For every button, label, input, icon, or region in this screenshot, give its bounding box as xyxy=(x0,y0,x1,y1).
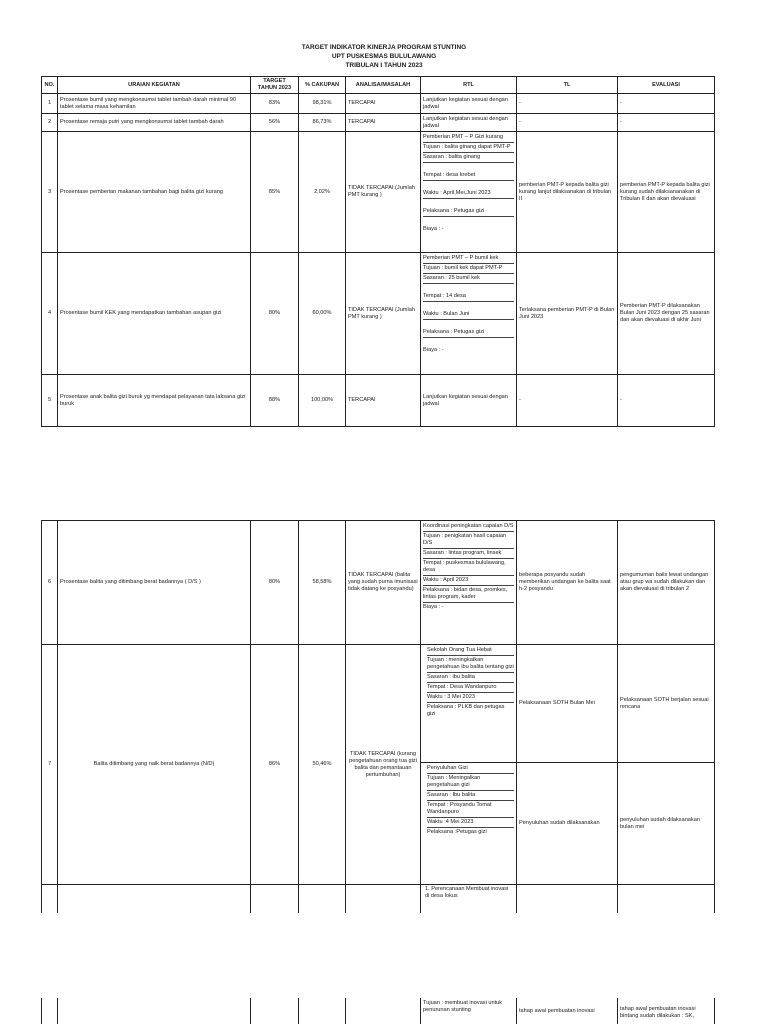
row-tl: - xyxy=(517,375,618,427)
rtl-item: Tujuan : meningkatkan pengetahuan ibu balita tentang gizi xyxy=(427,656,514,673)
row-rtl: Lanjutkan kegiatan sesuai dengan jadwal xyxy=(421,94,517,114)
row-cakupan: 58,58% xyxy=(299,521,346,645)
row-target: 56% xyxy=(251,114,299,132)
rtl-item: Tujuan : penigkatan hasil capaian D/S xyxy=(423,532,514,549)
row-tl: - xyxy=(517,94,618,114)
table-row xyxy=(42,253,715,375)
row-tl-soth: Pelaksanaan SOTH Bulan Mei xyxy=(517,645,618,763)
row-no: 1 xyxy=(42,94,58,114)
row-analisa: TIDAK TERCAPAI (kurang pengetahuan orang tua gizi balita dan pemantauan pertumbuhan) xyxy=(346,645,421,885)
row-evaluasi-soth: Pelaksanaan SOTH berjalan sesuai rencana xyxy=(618,645,715,763)
row-uraian: Balita ditimbang yang naik berat badannya (N/D) xyxy=(58,645,251,885)
row-rtl xyxy=(421,253,517,375)
row-evaluasi: Pemberian PMT-P dilaksanakan Bulan Juni 2023 dengan 25 sasaran dan akan dievaluasi di akhir Juni xyxy=(618,253,715,375)
rtl-item: Sasaran : 25 bumil kek xyxy=(423,274,514,284)
row-rtl-penyuluhan xyxy=(421,763,517,885)
row-cakupan: 100,00% xyxy=(299,375,346,427)
rtl-item: Pelaksana : Petugas gizi xyxy=(423,207,514,217)
table-row-partial xyxy=(42,885,715,913)
row-cakupan: 50,46% xyxy=(299,645,346,885)
row-tl: pemberian PMT-P kepada balita gizi kurang lanjut dilaksanakan di tribulan II xyxy=(517,132,618,253)
header-no: NO. xyxy=(42,77,58,94)
row-evaluasi: - xyxy=(618,375,715,427)
rtl-item: Pemberian PMT – P Gizi kurang xyxy=(423,133,514,143)
row-no: 2 xyxy=(42,114,58,132)
row-rtl-soth xyxy=(421,645,517,763)
header-uraian: URAIAN KEGIATAN xyxy=(58,77,251,94)
rtl-item: Pelaksana :Petugas gizi xyxy=(427,829,487,835)
rtl-item: Waktu : April,Mei,Juni 2023 xyxy=(423,189,514,199)
rtl-item: Sasaran : Ibu balita xyxy=(427,791,514,801)
row-evaluasi-penyuluhan: penyuluhan sudah dilaksanakan bulan mei xyxy=(618,763,715,885)
row-evaluasi: - xyxy=(618,114,715,132)
rtl-item: Biaya : - xyxy=(423,347,444,353)
table-row xyxy=(42,94,715,114)
row-cakupan: 86,73% xyxy=(299,114,346,132)
rtl-item: Tempat : desa krebet xyxy=(423,171,514,181)
table-row xyxy=(42,375,715,427)
row-analisa: TIDAK TERCAPAI (balita yang sudah purna imunisasi tidak datang ke posyandu) xyxy=(346,521,421,645)
table-part3-fragment xyxy=(41,998,714,1024)
rtl-item: Koordinasi peningkatan capaian D/S xyxy=(423,522,514,532)
row-uraian: Prosentase remaja putri yang mengkonsumsi tablet tambah darah xyxy=(58,114,251,132)
row-rtl xyxy=(421,521,517,645)
row-tl: beberapa posyandu sudah memberikan undangan ke balita saat h-2 posyandu xyxy=(517,521,618,645)
row-no: 5 xyxy=(42,375,58,427)
rtl-item: Waktu : 3 Mei 2023 xyxy=(427,693,514,703)
header-tl: TL xyxy=(517,77,618,94)
document-subtitle: UPT PUSKESMAS BULULAWANG xyxy=(331,53,437,60)
row8-rtl-bottom: Tujuan : membuat inovasi untuk penurunan stunting xyxy=(423,1000,503,1013)
indicator-table-part2 xyxy=(41,520,715,913)
row-no: 3 xyxy=(42,132,58,253)
table-row xyxy=(42,645,715,763)
row-no: 7 xyxy=(42,645,58,885)
row-rtl xyxy=(421,132,517,253)
rtl-item: Penyuluhan Gizi xyxy=(427,764,514,774)
row-analisa: TIDAK TERCAPAI (Jumlah PMT kurang ) xyxy=(346,132,421,253)
rtl-item: Tempat : puskesmas bululawang, desa xyxy=(423,559,514,576)
row-uraian: Prosentase anak balita gizi buruk yg mendapat pelayanan tata laksana gizi buruk xyxy=(58,375,251,427)
table-row xyxy=(42,114,715,132)
header-analisa: ANALISA/MASALAH xyxy=(346,77,421,94)
rtl-item: Sasaran : lintas program, linsek xyxy=(423,549,514,559)
rtl-item: Tempat : Desa Wandanpuro xyxy=(427,683,514,693)
row-target: 80% xyxy=(251,521,299,645)
rtl-item: Tujuan : bumil kek dapat PMT-P xyxy=(423,264,514,274)
header-cakupan: % CAKUPAN xyxy=(299,77,346,94)
table-row xyxy=(42,132,715,253)
row-uraian: Prosentase bumil KEK yang mendapatkan tambahan asupan gizi xyxy=(58,253,251,375)
row-cakupan: 2,02% xyxy=(299,132,346,253)
row-uraian: Prosentase balita yang ditimbang berat badannya ( D/S ) xyxy=(58,521,251,645)
row-uraian: Prosentase bumil yang mengkonsumsi tablet tambah darah minimal 90 tablet selama masa kehamilan xyxy=(58,94,251,114)
header-rtl: RTL xyxy=(421,77,517,94)
rtl-item: Pemberian PMT – P bumil kek xyxy=(423,254,514,264)
row-target: 85% xyxy=(251,132,299,253)
rtl-item: Pelaksana : bidan desa, promkes, lintas program, kader xyxy=(423,586,514,603)
row-rtl: Lanjutkan kegiatan sesuai dengan jadwal xyxy=(421,114,517,132)
row-tl: - xyxy=(517,114,618,132)
row-target: 86% xyxy=(251,645,299,885)
rtl-item: Waktu : April 2023 xyxy=(423,576,514,586)
document-period: TRIBULAN I TAHUN 2023 xyxy=(345,62,423,69)
rtl-item: Waktu : Bulan Juni xyxy=(423,310,514,320)
rtl-item: Pelaksana : PLKB dan petugas gizi xyxy=(427,704,505,717)
row-rtl: Lanjutkan kegiatan sesuai dengan jadwal xyxy=(421,375,517,427)
table-header-row xyxy=(42,77,715,94)
row8-evaluasi: tahap awal pembuatan inovasi bintang sudah dilakukan : SK, xyxy=(620,1006,696,1019)
rtl-item: Tujuan : balita ginang dapat PMT-P xyxy=(423,143,514,153)
document-title: TARGET INDIKATOR KINERJA PROGRAM STUNTING xyxy=(301,44,467,51)
header-evaluasi: EVALUASI xyxy=(618,77,715,94)
row-no: 6 xyxy=(42,521,58,645)
rtl-item: Sasaran : balita ginang xyxy=(423,153,514,163)
row-tl: Terlaksana pemberian PMT-P di Bulan Juni 2023 xyxy=(517,253,618,375)
rtl-item: Sasaran : ibu balita xyxy=(427,673,514,683)
row-cakupan: 98,31% xyxy=(299,94,346,114)
row-no: 4 xyxy=(42,253,58,375)
row-uraian: Prosentase pemberian makanan tambahan bagi balita gizi kurang xyxy=(58,132,251,253)
rtl-item: Tempat : Posyandu Tomat Wandanpuro xyxy=(427,801,514,818)
row-analisa: TERCAPAI xyxy=(346,375,421,427)
rtl-item: Sekolah Orang Tua Hebat xyxy=(427,646,514,656)
rtl-item: Tempat : 14 desa xyxy=(423,292,514,302)
rtl-item: Pelaksana : Petugas gizi xyxy=(423,328,514,338)
row-evaluasi: pengumuman bails lewat undangan atau grup wa sudah dilakukan dan akan dievaluasi di tribulan 2 xyxy=(618,521,715,645)
row-evaluasi: - xyxy=(618,94,715,114)
header-target: TARGET TAHUN 2023 xyxy=(251,77,299,94)
table-row xyxy=(42,521,715,645)
row8-rtl-top: 1. Perencanaan Membuat inovasi di desa lokus xyxy=(421,885,517,913)
indicator-table-part1 xyxy=(41,76,715,427)
row-analisa: TIDAK TERCAPAI (Jumlah PMT kurang ) xyxy=(346,253,421,375)
rtl-item: Tujuan : Meningalkan pengetahuan gizi xyxy=(427,774,514,791)
row-evaluasi: pemberian PMT-P kepada balita gizi kurang sudah dilaksananakan di Tribulan II dan akan dievaluasi xyxy=(618,132,715,253)
rtl-item: Waktu :4 Mei 2023 xyxy=(427,818,514,828)
row-cakupan: 60,00% xyxy=(299,253,346,375)
row-target: 80% xyxy=(251,253,299,375)
row8-tl: tahap awal pembuatan inovasi xyxy=(519,1008,595,1014)
rtl-item: Biaya : - xyxy=(423,604,444,610)
row-analisa: TERCAPAI xyxy=(346,94,421,114)
row-target: 83% xyxy=(251,94,299,114)
row-target: 88% xyxy=(251,375,299,427)
row-analisa: TERCAPAI xyxy=(346,114,421,132)
row-tl-penyuluhan: Penyuluhan sudah dilaksanakan xyxy=(517,763,618,885)
rtl-item: Biaya : - xyxy=(423,226,444,232)
